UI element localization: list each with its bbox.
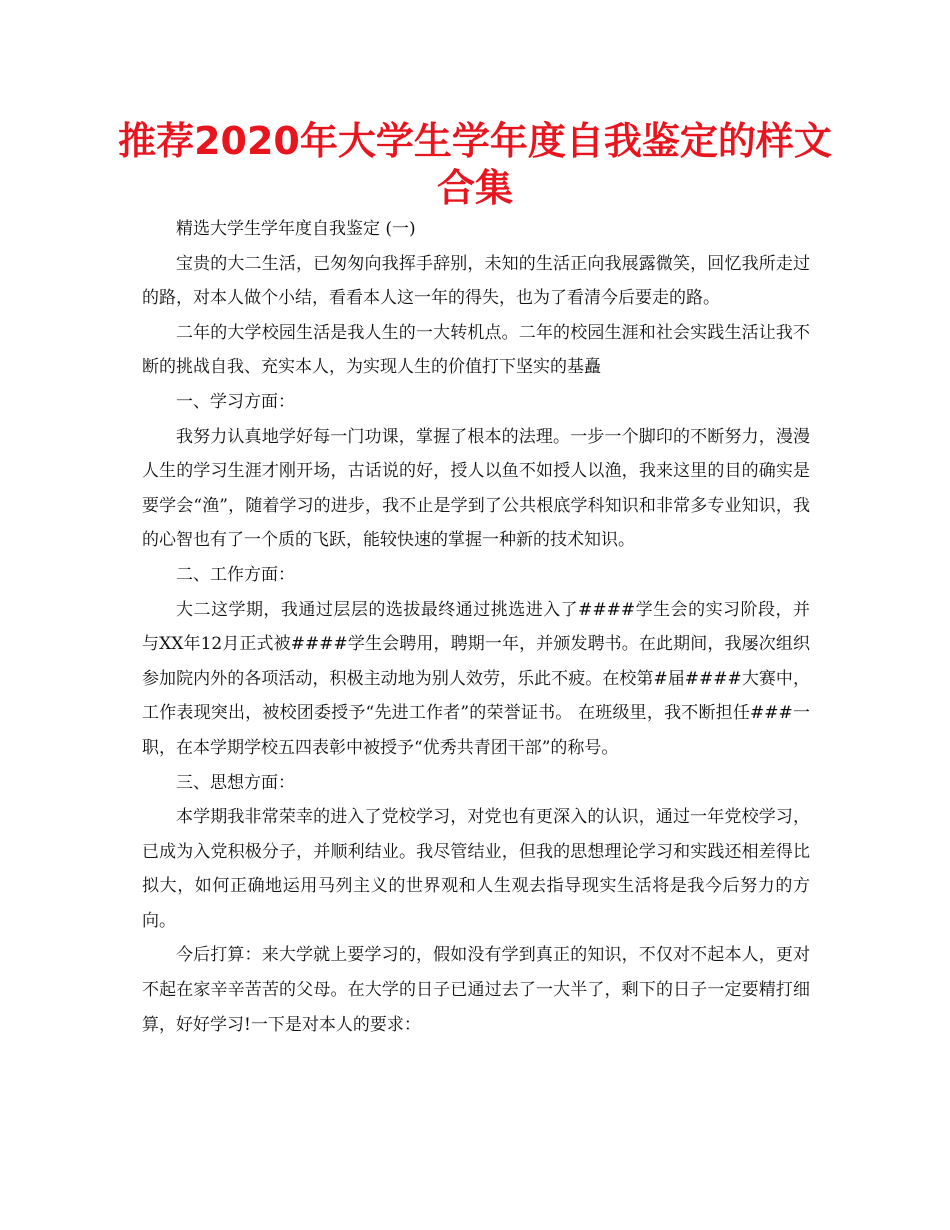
- section-subtitle: 精选大学生学年度自我鉴定 (一): [176, 219, 416, 239]
- paragraph-intro: 宝贵的大二生活，已匆匆向我挥手辞别，未知的生活正向我展露微笑，回忆我所走过的路，对本人做个小结，看看本人这一年的得失，也为了看清今后要走的路。: [142, 253, 810, 309]
- document-title: 推荐2020年大学生学年度自我鉴定的样文合集: [118, 119, 832, 210]
- paragraph-thought: 本学期我非常荣幸的进入了党校学习，对党也有更深入的认识，通过一年党校学习，已成为入党积极分子，并顺利结业。我尽管结业，但我的思想理论学习和实践还相差得比拟大，如何正确地运用马列主义的世界观和人生观去指导现实生活将是我今后努力的方向。: [142, 807, 810, 931]
- paragraph-study: 我努力认真地学好每一门功课，掌握了根本的法理。一步一个脚印的不断努力，漫漫人生的学习生涯才刚开场，古话说的好，授人以鱼不如授人以渔，我来这里的目的确实是要学会“渔”，随着学习的进步，我不止是学到了公共根底学科知识和非常多专业知识，我的心智也有了一个质的飞跃，能较快速的掌握一种新的技术知识。: [142, 426, 810, 551]
- heading-study: 一、学习方面：: [176, 391, 295, 412]
- paragraph-plan: 今后打算：来大学就上要学习的，假如没有学到真正的知识，不仅对不起本人，更对不起在家辛辛苦苦的父母。在大学的日子已通过去了一大半了，剩下的日子一定要精打细算，好好学习!一下是对本人的要求：: [142, 945, 810, 1035]
- heading-thought: 三、思想方面：: [176, 772, 295, 793]
- heading-work: 二、工作方面：: [176, 564, 295, 585]
- document-body: [142, 212, 810, 1042]
- paragraph-turning-point: 二年的大学校园生活是我人生的一大转机点。二年的校园生涯和社会实践生活让我不断的挑战自我、充实本人，为实现人生的价值打下坚实的基矗: [142, 322, 810, 378]
- paragraph-work: 大二这学期，我通过层层的选拔最终通过挑选进入了####学生会的实习阶段，并与XX年12月正式被####学生会聘用，聘期一年，并颁发聘书。在此期间，我屡次组织参加院内外的各项活动，积极主动地为别人效劳，乐此不疲。在校第#届####大赛中，工作表现突出，被校团委授予“先进工作者”的荣誉证书。 在班级里，我不断担任###一职，在本学期学校五四表彰中被授予“优秀共青团干部”的称号。: [142, 599, 810, 758]
